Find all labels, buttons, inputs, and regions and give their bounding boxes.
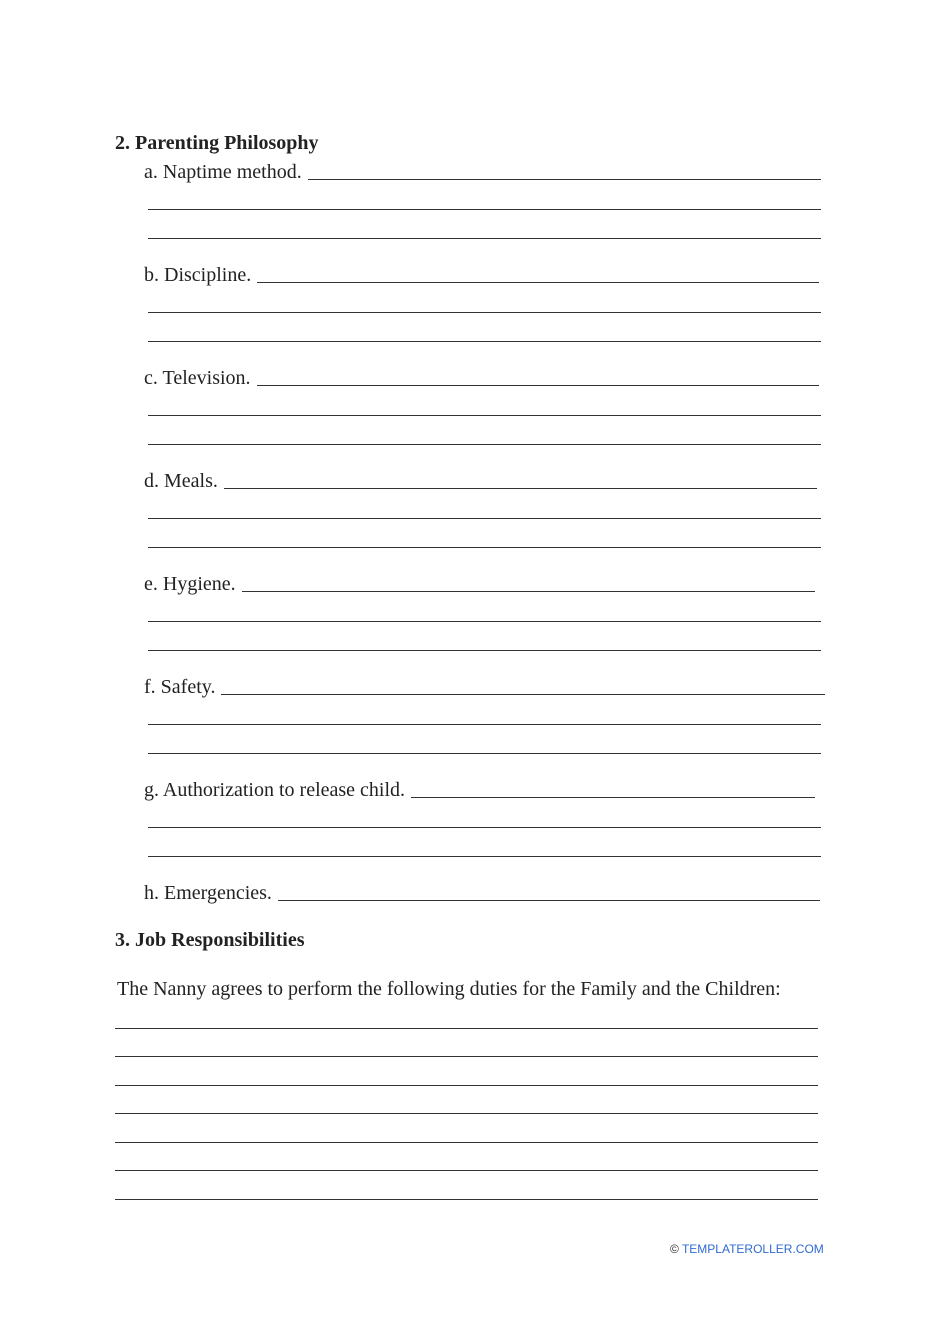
duties-line[interactable] bbox=[115, 1113, 818, 1114]
section-heading-parenting-philosophy: 2. Parenting Philosophy bbox=[115, 132, 319, 154]
duties-line[interactable] bbox=[115, 1170, 818, 1171]
item-hygiene bbox=[144, 570, 815, 596]
item-discipline bbox=[144, 261, 819, 287]
answer-line[interactable] bbox=[148, 650, 821, 651]
answer-line[interactable] bbox=[257, 385, 819, 386]
item-naptime-method bbox=[144, 158, 821, 184]
answer-line[interactable] bbox=[148, 312, 821, 313]
answer-line[interactable] bbox=[148, 209, 821, 210]
answer-line[interactable] bbox=[148, 724, 821, 725]
answer-line[interactable] bbox=[148, 518, 821, 519]
item-safety bbox=[144, 673, 825, 699]
answer-line[interactable] bbox=[242, 591, 815, 592]
item-label: c. Television. bbox=[144, 367, 251, 389]
footer-brand-link[interactable]: TEMPLATEROLLER.COM bbox=[681, 1242, 824, 1256]
answer-line[interactable] bbox=[278, 900, 820, 901]
answer-line[interactable] bbox=[148, 621, 821, 622]
footer-credit bbox=[670, 1241, 824, 1257]
answer-line[interactable] bbox=[148, 856, 821, 857]
duties-line[interactable] bbox=[115, 1028, 818, 1029]
item-meals bbox=[144, 467, 817, 493]
answer-line[interactable] bbox=[308, 179, 821, 180]
item-label: g. Authorization to release child. bbox=[144, 779, 406, 801]
answer-line[interactable] bbox=[148, 415, 821, 416]
duties-line[interactable] bbox=[115, 1142, 818, 1143]
answer-line[interactable] bbox=[148, 827, 821, 828]
duties-line[interactable] bbox=[115, 1199, 818, 1200]
item-label: d. Meals. bbox=[144, 470, 218, 492]
item-television bbox=[144, 364, 819, 390]
item-authorization-to-release-child bbox=[144, 776, 815, 802]
copyright-icon: © bbox=[670, 1242, 679, 1256]
item-emergencies bbox=[144, 879, 820, 905]
answer-line[interactable] bbox=[224, 488, 817, 489]
section-heading-job-responsibilities: 3. Job Responsibilities bbox=[115, 929, 305, 951]
duties-intro-text: The Nanny agrees to perform the following duties for the Family and the Children: bbox=[117, 978, 781, 1000]
answer-line[interactable] bbox=[148, 238, 821, 239]
item-label: a. Naptime method. bbox=[144, 161, 302, 183]
duties-line[interactable] bbox=[115, 1085, 818, 1086]
answer-line[interactable] bbox=[148, 753, 821, 754]
answer-line[interactable] bbox=[148, 547, 821, 548]
item-label: f. Safety. bbox=[144, 676, 216, 698]
answer-line[interactable] bbox=[148, 444, 821, 445]
answer-line[interactable] bbox=[221, 694, 825, 695]
answer-line[interactable] bbox=[411, 797, 815, 798]
answer-line[interactable] bbox=[257, 282, 819, 283]
item-label: b. Discipline. bbox=[144, 264, 252, 286]
item-label: e. Hygiene. bbox=[144, 573, 236, 595]
duties-line[interactable] bbox=[115, 1056, 818, 1057]
item-label: h. Emergencies. bbox=[144, 882, 272, 904]
answer-line[interactable] bbox=[148, 341, 821, 342]
